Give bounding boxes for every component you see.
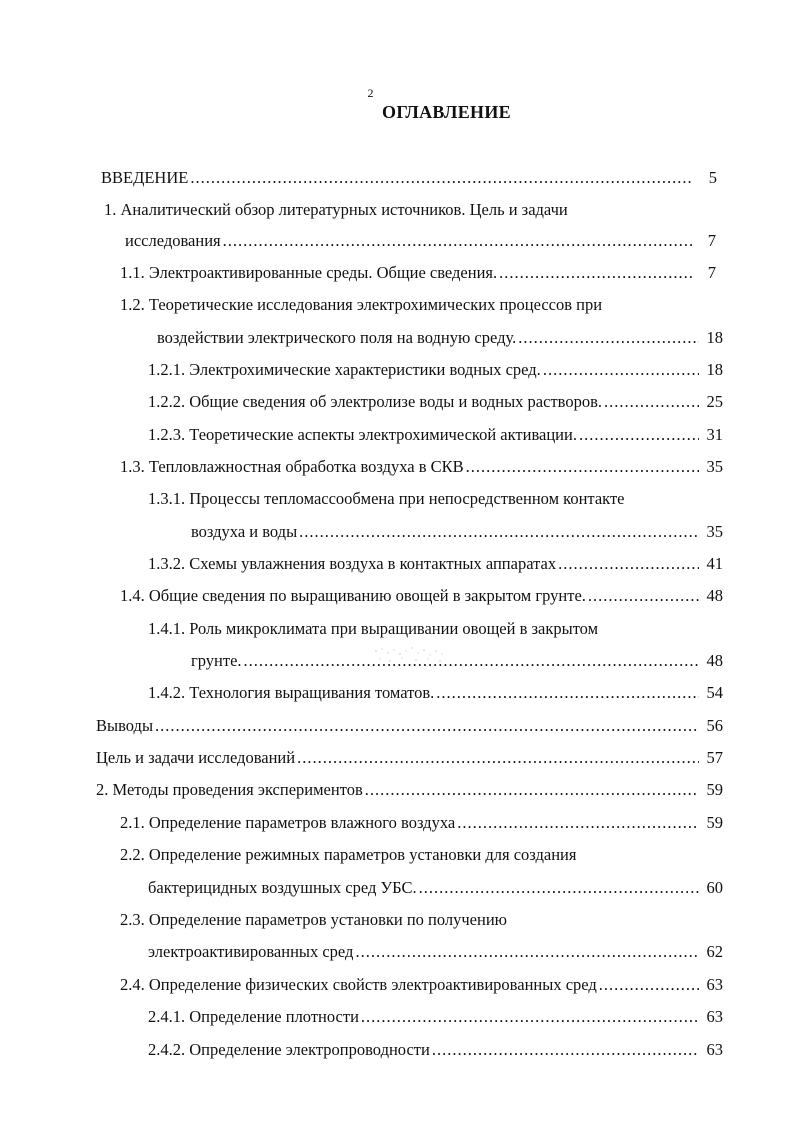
toc-entry-page: 62 xyxy=(706,942,723,961)
toc-entry-page: 7 xyxy=(707,231,716,250)
toc-entry-page: 18 xyxy=(706,328,723,347)
toc-entry-page: 63 xyxy=(706,975,723,994)
toc-entry-page: 25 xyxy=(706,392,723,411)
toc-entry-page: 35 xyxy=(706,522,723,541)
leader-dots xyxy=(588,584,699,608)
toc-entry xyxy=(191,520,723,544)
toc-entry-text: 1.3.1. Процессы тепломассообмена при непосредственном контакте xyxy=(148,489,625,508)
toc-entry xyxy=(120,293,710,317)
toc-entry-text: 2.4.1. Определение плотности xyxy=(148,1007,359,1026)
toc-entry-page: 31 xyxy=(706,425,723,444)
toc-entry-text: 1.2. Теоретические исследования электрохимических процессов при xyxy=(120,295,603,314)
page-number: 2 xyxy=(367,86,374,100)
leader-dots xyxy=(558,552,699,576)
toc-entry-text: Выводы xyxy=(96,716,154,735)
toc-entry-text: 1.4.2. Технология выращивания томатов. xyxy=(148,683,435,702)
toc-entry xyxy=(96,714,723,738)
toc-entry-text: 2.3. Определение параметров установки по получению xyxy=(120,910,507,929)
toc-entry xyxy=(148,1005,723,1029)
leader-dots xyxy=(419,876,699,900)
leader-dots xyxy=(223,229,692,253)
toc-entry xyxy=(120,584,723,608)
toc-entry-text: 1.4. Общие сведения по выращиванию овощей в закрытом грунте. xyxy=(120,586,586,605)
toc-entry xyxy=(148,940,723,964)
toc-entry xyxy=(120,843,710,867)
toc-entry xyxy=(148,390,723,414)
toc-entry-text: Цель и задачи исследований xyxy=(96,748,296,767)
toc-entry-page: 56 xyxy=(706,716,723,735)
leader-dots xyxy=(244,649,699,673)
toc-entry xyxy=(101,166,717,190)
toc-entry-text: 2.2. Определение режимных параметров установки для создания xyxy=(120,845,577,864)
toc-entry xyxy=(96,778,723,802)
leader-dots xyxy=(355,940,699,964)
toc-entry-text: 2.4.2. Определение электропроводности xyxy=(148,1040,430,1059)
toc-entry-page: 63 xyxy=(706,1007,723,1026)
toc-entry xyxy=(120,973,723,997)
toc-entry xyxy=(148,1038,723,1062)
toc-entry xyxy=(120,908,710,932)
toc-entry-page: 54 xyxy=(706,683,723,702)
toc-entry xyxy=(120,811,723,835)
toc-entry-text: 1.2.2. Общие сведения об электролизе воды и водных растворов. xyxy=(148,392,602,411)
leader-dots xyxy=(365,778,699,802)
toc-entry-text: исследования xyxy=(125,231,221,250)
toc-entry-page: 41 xyxy=(706,554,723,573)
toc-entry-page: 57 xyxy=(706,748,723,767)
toc-entry-text: 2.4. Определение физических свойств электроактивированных сред xyxy=(120,975,597,994)
leader-dots xyxy=(518,326,699,350)
toc-entry-page: 48 xyxy=(706,586,723,605)
toc-entry-text: 2.1. Определение параметров влажного воздуха xyxy=(120,813,456,832)
leader-dots xyxy=(457,811,699,835)
toc-entry-page: 63 xyxy=(706,1040,723,1059)
toc-entry xyxy=(148,681,723,705)
toc-entry-text: 1. Аналитический обзор литературных источников. Цель и задачи xyxy=(104,200,568,219)
toc-entry-text: грунте. xyxy=(191,651,242,670)
leader-dots xyxy=(190,166,693,190)
toc-entry-page: 5 xyxy=(708,168,717,187)
toc-entry xyxy=(120,455,723,479)
leader-dots xyxy=(361,1005,699,1029)
leader-dots xyxy=(466,455,699,479)
toc-entry xyxy=(148,487,708,511)
toc-entry-page: 48 xyxy=(706,651,723,670)
toc-entry xyxy=(125,229,716,253)
leader-dots xyxy=(599,973,699,997)
toc-entry xyxy=(148,552,723,576)
toc-entry xyxy=(120,261,716,285)
leader-dots xyxy=(299,520,699,544)
toc-entry-page: 59 xyxy=(706,780,723,799)
toc-entry-text: ВВЕДЕНИЕ xyxy=(101,168,189,187)
leader-dots xyxy=(579,423,699,447)
leader-dots xyxy=(155,714,699,738)
toc-entry xyxy=(191,649,723,673)
toc-entry xyxy=(148,876,723,900)
toc-entry-page: 35 xyxy=(706,457,723,476)
toc-entry-text: 1.2.1. Электрохимические характеристики водных сред. xyxy=(148,360,541,379)
leader-dots xyxy=(432,1038,699,1062)
toc-entry-text: воздуха и воды xyxy=(191,522,298,541)
toc-entry-page: 60 xyxy=(706,878,723,897)
toc-entry-text: воздействии электрического поля на водную среду. xyxy=(157,328,517,347)
leader-dots xyxy=(297,746,699,770)
toc-entry xyxy=(104,198,714,222)
toc-entry-text: 1.1. Электроактивированные среды. Общие сведения. xyxy=(120,263,498,282)
toc-entry-page: 7 xyxy=(707,263,716,282)
toc-entry xyxy=(157,326,723,350)
toc-entry-text: 1.3. Тепловлажностная обработка воздуха в СКВ xyxy=(120,457,464,476)
toc-entry-text: 1.2.3. Теоретические аспекты электрохимической активации. xyxy=(148,425,577,444)
leader-dots xyxy=(604,390,699,414)
toc-entry-text: 2. Методы проведения экспериментов xyxy=(96,780,363,799)
toc-entry-text: 1.4.1. Роль микроклимата при выращивании овощей в закрытом xyxy=(148,619,599,638)
leader-dots xyxy=(436,681,699,705)
toc-entry xyxy=(148,358,723,382)
toc-entry-text: 1.3.2. Схемы увлажнения воздуха в контактных аппаратах xyxy=(148,554,557,573)
toc-entry-page: 18 xyxy=(706,360,723,379)
toc-entry xyxy=(96,746,723,770)
toc-entry-text: бактерицидных воздушных сред УБС. xyxy=(148,878,417,897)
toc-entry-page: 59 xyxy=(706,813,723,832)
toc-entry xyxy=(148,423,723,447)
leader-dots xyxy=(543,358,699,382)
leader-dots xyxy=(499,261,692,285)
toc-entry xyxy=(148,617,708,641)
page-title: ОГЛАВЛЕНИЕ xyxy=(382,102,511,122)
toc-entry-text: электроактивированных сред xyxy=(148,942,354,961)
